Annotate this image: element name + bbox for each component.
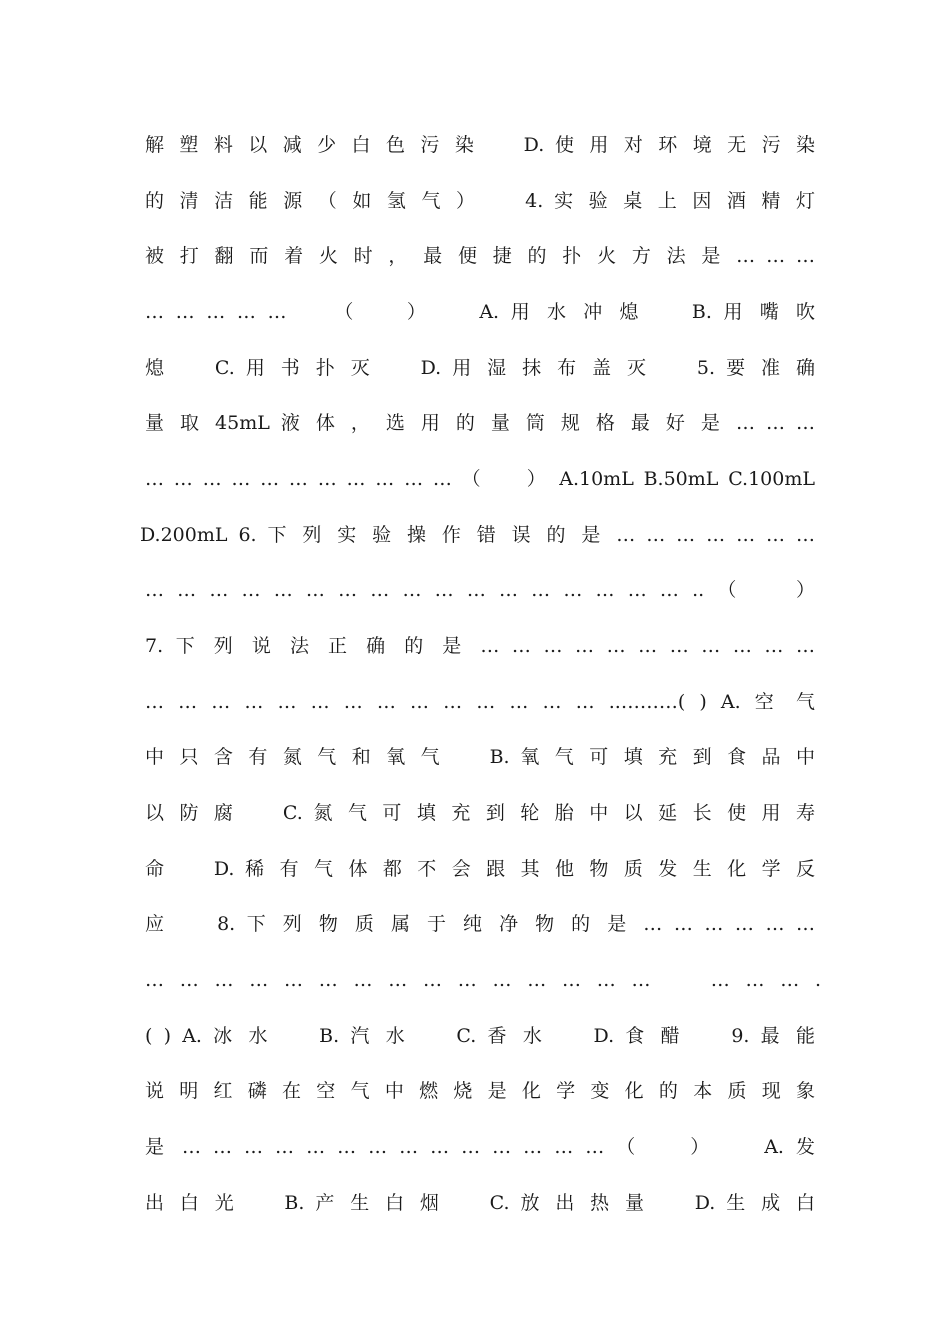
text-line-13: 以 防 腐 C. 氮 气 可 填 充 到 轮 胎 中 以 延 长 使 用 寿 [145, 802, 815, 824]
text-line-12: 中 只 含 有 氮 气 和 氧 气 B. 氧 气 可 填 充 到 食 品 中 [145, 746, 815, 768]
text-line-9: … … … … … … … … … … … … … … … … … .. （ ） [145, 579, 815, 601]
text-line-17: ( ) A. 冰 水 B. 汽 水 C. 香 水 D. 食 醋 9. 最 能 [145, 1025, 815, 1047]
text-line-19: 是 … … … … … … … … … … … … … … （ ） A. 发 [145, 1136, 815, 1158]
text-line-6: 量 取 45mL 液 体 ， 选 用 的 量 筒 规 格 最 好 是 … … … [145, 412, 815, 434]
text-line-18: 说 明 红 磷 在 空 气 中 燃 烧 是 化 学 变 化 的 本 质 现 象 [145, 1080, 815, 1102]
text-line-8: D.200mL 6. 下 列 实 验 操 作 错 误 的 是 … … … … … … … [140, 524, 815, 546]
text-line-15: 应 8. 下 列 物 质 属 于 纯 净 物 的 是 … … … … … … [145, 913, 815, 935]
text-line-20: 出 白 光 B. 产 生 白 烟 C. 放 出 热 量 D. 生 成 白 [145, 1192, 815, 1214]
text-line-2: 的 清 洁 能 源 （ 如 氢 气 ） 4. 实 验 桌 上 因 酒 精 灯 [145, 190, 815, 212]
text-line-16: … … … … … … … … … … … … … … … … … … . [145, 969, 821, 991]
text-line-7: … … … … … … … … … … … （ ） A.10mL B.50mL C.100mL [145, 468, 815, 490]
text-line-1: 解 塑 料 以 减 少 白 色 污 染 D. 使 用 对 环 境 无 污 染 [145, 134, 815, 156]
text-line-4: … … … … … （ ） A. 用 水 冲 熄 B. 用 嘴 吹 [145, 301, 815, 323]
text-line-5: 熄 C. 用 书 扑 灭 D. 用 湿 抹 布 盖 灭 5. 要 准 确 [145, 357, 815, 379]
text-line-11: … … … … … … … … … … … … … … ..………( ) A. 空 气 [145, 691, 815, 713]
text-line-10: 7. 下 列 说 法 正 确 的 是 … … … … … … … … … … … [145, 635, 815, 657]
text-line-14: 命 D. 稀 有 气 体 都 不 会 跟 其 他 物 质 发 生 化 学 反 [145, 858, 815, 880]
text-line-3: 被 打 翻 而 着 火 时 ， 最 便 捷 的 扑 火 方 法 是 … … … [145, 245, 815, 267]
